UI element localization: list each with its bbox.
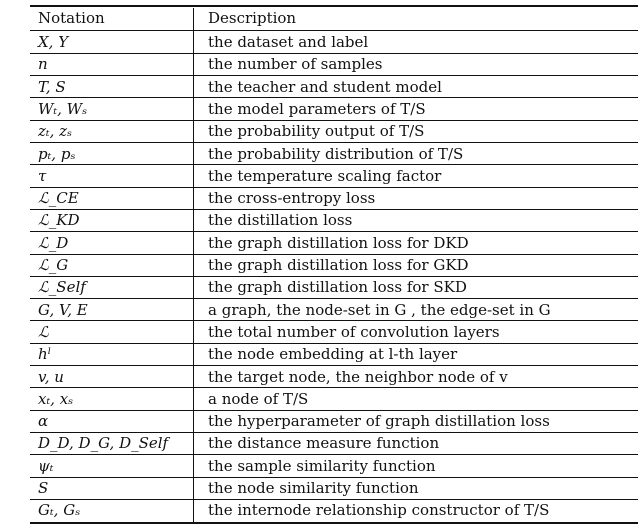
table-row bbox=[30, 499, 638, 521]
notation-cell: τ bbox=[38, 166, 47, 185]
table-row bbox=[30, 120, 638, 142]
description-cell: the probability distribution of T/S bbox=[208, 144, 464, 163]
table-row bbox=[30, 98, 638, 120]
table-row bbox=[30, 366, 638, 388]
table-row bbox=[30, 321, 638, 343]
description-cell: the graph distillation loss for SKD bbox=[208, 278, 467, 297]
table-row bbox=[30, 232, 638, 254]
notation-cell: ℒ_CE bbox=[38, 189, 79, 208]
table-row bbox=[30, 455, 638, 477]
table-row bbox=[30, 143, 638, 165]
table-row bbox=[30, 477, 638, 499]
notation-cell: X, Y bbox=[38, 33, 69, 51]
notation-cell: xₜ, xₛ bbox=[38, 389, 74, 408]
notation-cell: S bbox=[38, 479, 49, 497]
description-cell: the distillation loss bbox=[208, 211, 353, 230]
notation-cell: D_D, D_G, D_Self bbox=[38, 434, 169, 453]
table-bottom-rule bbox=[30, 522, 638, 524]
table-row bbox=[30, 343, 638, 365]
table-row bbox=[30, 53, 638, 75]
notation-cell: v, u bbox=[38, 367, 64, 386]
notation-cell: ψₜ bbox=[38, 456, 54, 475]
table-row bbox=[30, 410, 638, 432]
description-cell: the number of samples bbox=[208, 55, 383, 74]
notation-cell: zₜ, zₛ bbox=[38, 122, 73, 141]
notation-cell: n bbox=[38, 55, 48, 74]
table-row bbox=[30, 276, 638, 298]
notation-cell: ℒ_G bbox=[38, 256, 69, 274]
table-row bbox=[30, 388, 638, 410]
notation-cell: pₜ, pₛ bbox=[38, 144, 76, 163]
table-header-row bbox=[30, 7, 638, 29]
notation-cell: G, V, E bbox=[38, 300, 88, 319]
notation-cell: ℒ_D bbox=[38, 233, 69, 252]
notation-cell: α bbox=[38, 412, 49, 431]
notation-cell: ℒ bbox=[38, 322, 49, 341]
column-divider bbox=[193, 8, 194, 522]
description-cell: the node embedding at l-th layer bbox=[208, 345, 458, 364]
description-cell: a graph, the node-set in G , the edge-set in G bbox=[208, 300, 551, 319]
description-cell: the internode relationship constructor of T/S bbox=[208, 501, 550, 520]
header-notation: Notation bbox=[38, 9, 105, 27]
table-row bbox=[30, 299, 638, 321]
table-row bbox=[30, 76, 638, 98]
description-cell: the node similarity function bbox=[208, 479, 419, 497]
table-row bbox=[30, 209, 638, 231]
description-cell: the dataset and label bbox=[208, 33, 369, 51]
description-cell: the total number of convolution layers bbox=[208, 322, 500, 341]
description-cell: the cross-entropy loss bbox=[208, 189, 376, 208]
table-row bbox=[30, 165, 638, 187]
notation-cell: ℒ_KD bbox=[38, 211, 80, 230]
table-row bbox=[30, 31, 638, 53]
description-cell: the temperature scaling factor bbox=[208, 166, 442, 185]
notation-cell: Gₜ, Gₛ bbox=[38, 501, 81, 520]
description-cell: the sample similarity function bbox=[208, 456, 436, 475]
description-cell: the distance measure function bbox=[208, 434, 440, 453]
table-row bbox=[30, 254, 638, 276]
header-description: Description bbox=[208, 9, 297, 27]
notation-cell: Wₜ, Wₛ bbox=[38, 99, 88, 118]
notation-cell: ℒ_Self bbox=[38, 278, 86, 297]
description-cell: the target node, the neighbor node of v bbox=[208, 367, 508, 386]
notation-cell: hˡ bbox=[38, 345, 52, 364]
notation-cell: T, S bbox=[38, 77, 66, 96]
description-cell: the hyperparameter of graph distillation loss bbox=[208, 412, 550, 431]
description-cell: the graph distillation loss for DKD bbox=[208, 233, 469, 252]
description-cell: a node of T/S bbox=[208, 389, 309, 408]
description-cell: the model parameters of T/S bbox=[208, 99, 426, 118]
table-row bbox=[30, 187, 638, 209]
description-cell: the teacher and student model bbox=[208, 77, 442, 96]
description-cell: the graph distillation loss for GKD bbox=[208, 256, 469, 274]
table-row bbox=[30, 432, 638, 454]
description-cell: the probability output of T/S bbox=[208, 122, 425, 141]
